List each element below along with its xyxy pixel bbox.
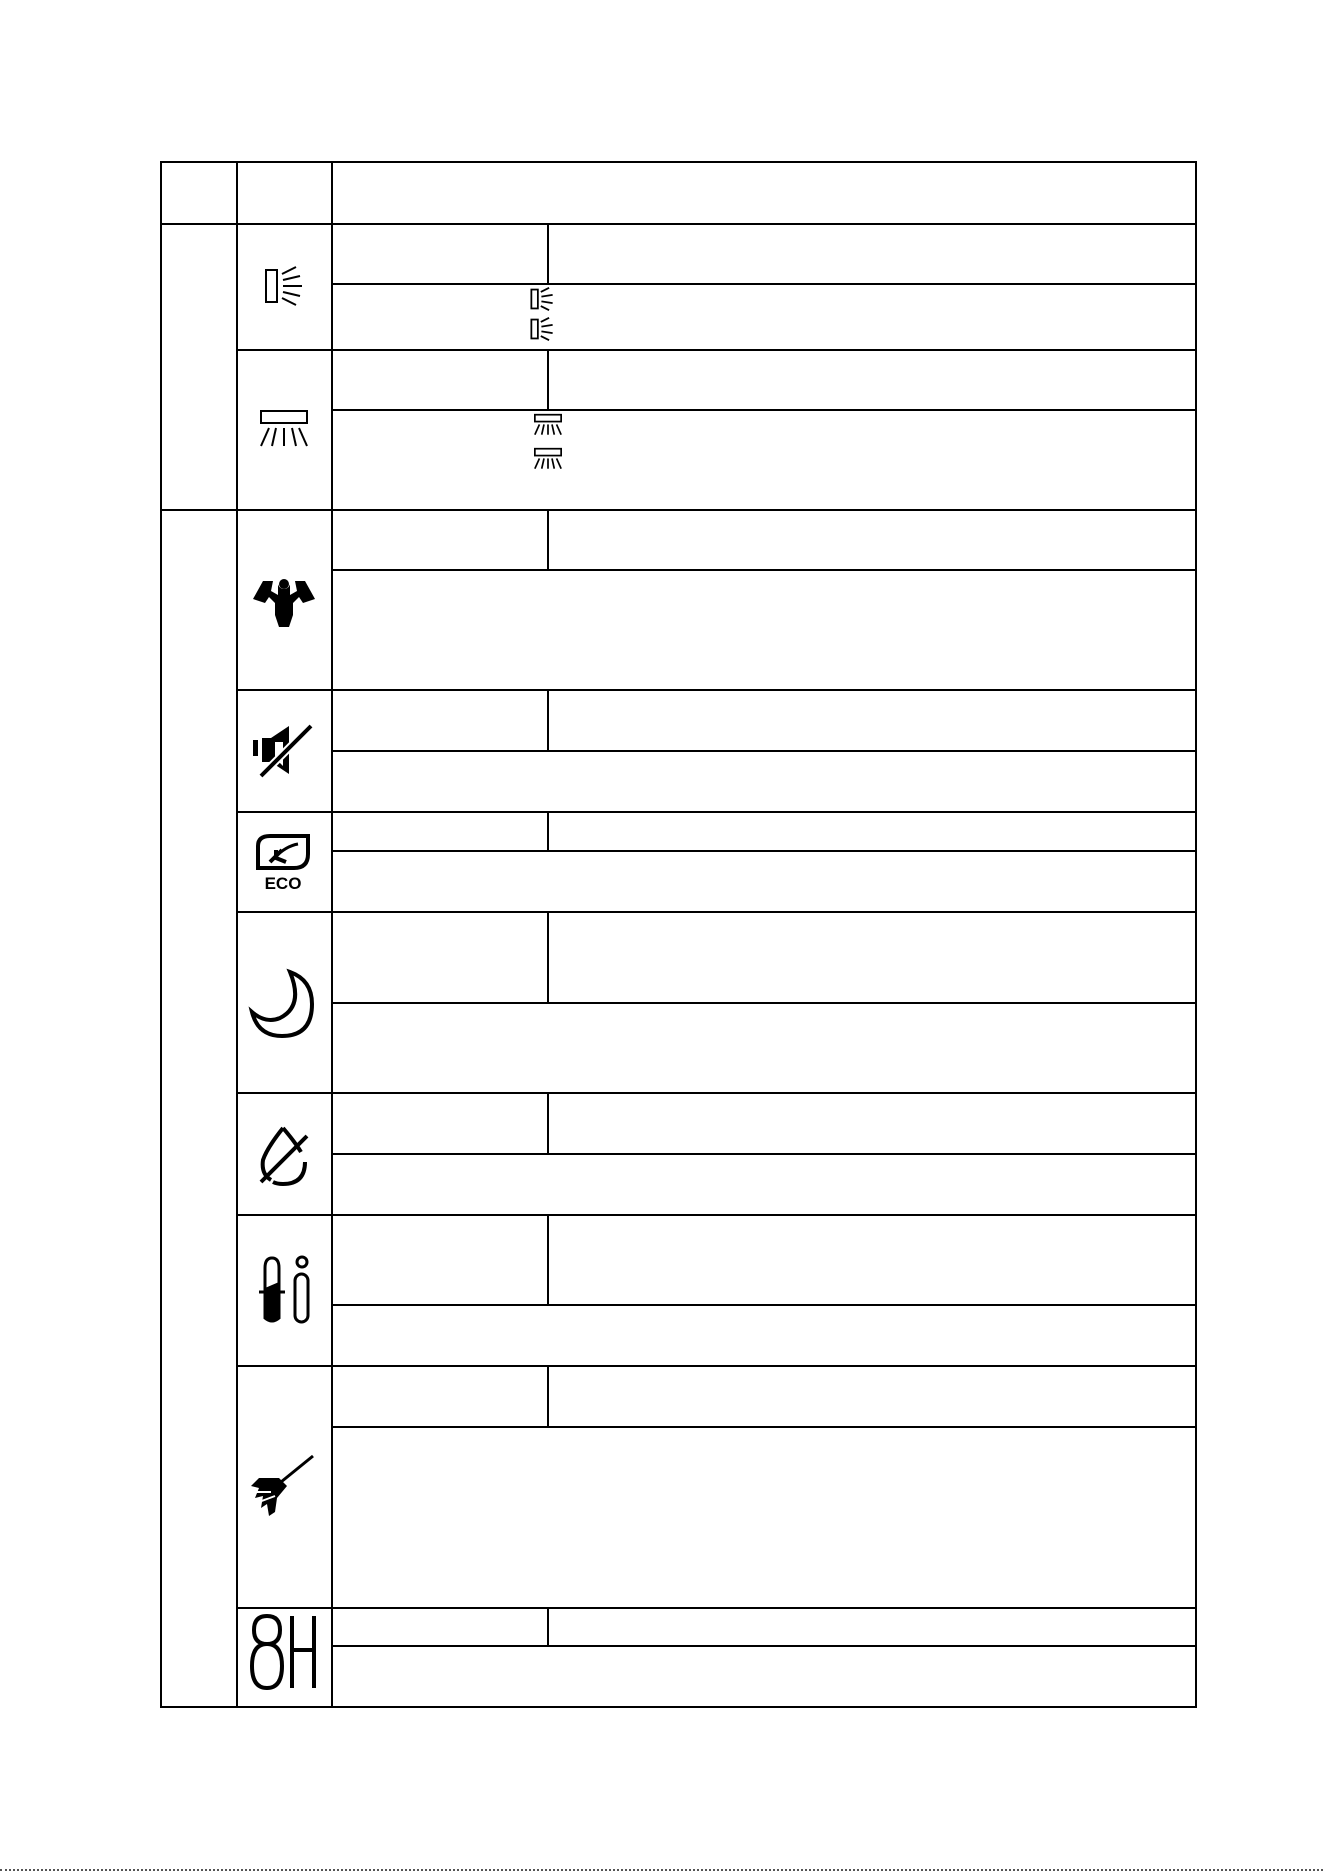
row-divider <box>331 850 1197 852</box>
temperature-sensor-icon <box>257 1254 317 1326</box>
table-border-right <box>1195 161 1197 1708</box>
cell-divider <box>547 689 549 752</box>
horizontal-swing-icon <box>530 447 566 471</box>
cell-divider <box>547 811 549 852</box>
row-divider <box>331 1153 1197 1155</box>
row-divider <box>331 1002 1197 1004</box>
row-divider <box>331 1426 1197 1428</box>
cell-divider <box>547 1607 549 1647</box>
row-divider <box>331 1645 1197 1647</box>
column-separator-icon <box>331 161 333 1708</box>
group-divider <box>160 509 1197 511</box>
cell-divider <box>547 1214 549 1306</box>
row-divider <box>236 1214 1197 1216</box>
eco-icon <box>254 832 312 892</box>
dry-icon <box>253 1124 313 1188</box>
cell-divider <box>547 349 549 411</box>
page-bottom-edge <box>0 1869 1323 1871</box>
row-divider <box>236 1607 1197 1609</box>
self-clean-brush-icon <box>249 1452 319 1520</box>
cell-divider <box>547 509 549 571</box>
row-divider <box>236 349 1197 351</box>
cell-divider <box>547 1365 549 1428</box>
row-divider <box>236 811 1197 813</box>
horizontal-swing-icon <box>530 413 566 437</box>
vertical-swing-icon <box>528 316 556 342</box>
cell-divider <box>547 223 549 285</box>
row-divider <box>236 689 1197 691</box>
table-border-bottom <box>160 1706 1197 1708</box>
vertical-swing-icon <box>262 264 306 308</box>
turbo-icon <box>249 573 319 629</box>
row-divider <box>236 911 1197 913</box>
row-divider <box>331 283 1197 285</box>
vertical-swing-icon <box>528 286 556 312</box>
column-separator-group <box>236 161 238 1708</box>
horizontal-swing-icon <box>257 408 311 450</box>
svg-text:ECO: ECO <box>264 874 302 892</box>
timer-8h-icon <box>250 1612 318 1692</box>
row-divider <box>331 569 1197 571</box>
row-divider <box>331 750 1197 752</box>
sleep-moon-icon <box>248 968 318 1040</box>
mute-icon <box>249 722 317 778</box>
table-border-left <box>160 161 162 1708</box>
table-border-top <box>160 161 1197 163</box>
cell-divider <box>547 1092 549 1155</box>
cell-divider <box>547 911 549 1004</box>
row-divider <box>331 1304 1197 1306</box>
row-divider <box>331 409 1197 411</box>
row-divider <box>236 1365 1197 1367</box>
row-divider <box>236 1092 1197 1094</box>
header-row-divider <box>160 223 1197 225</box>
